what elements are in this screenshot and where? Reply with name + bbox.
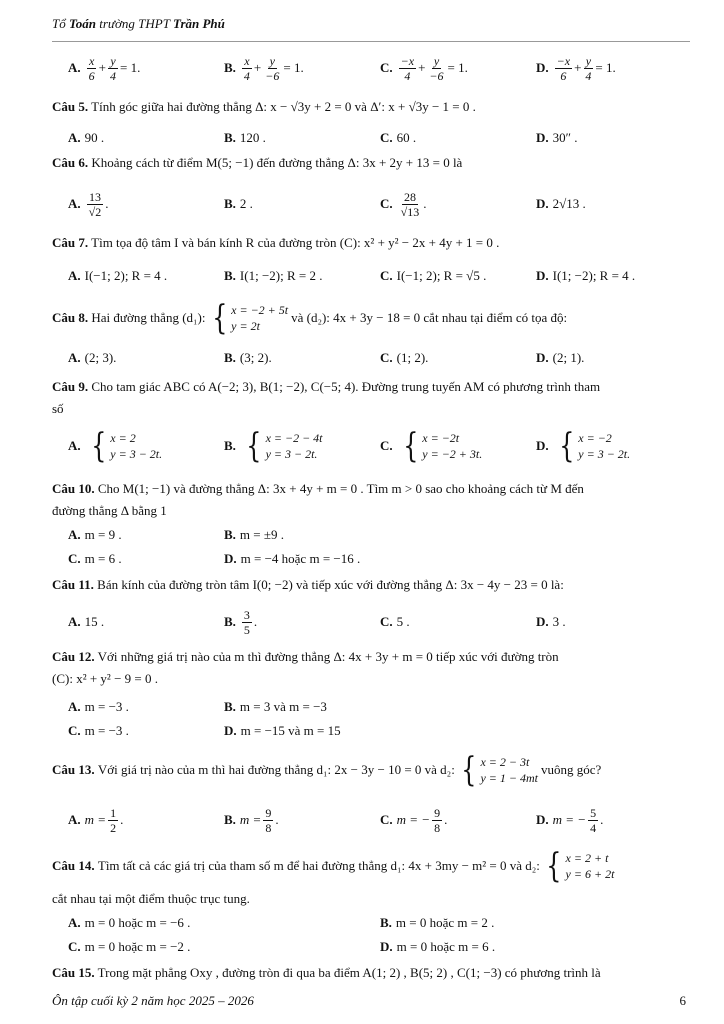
q8-option-b: B. (3; 2). — [224, 350, 272, 365]
q13-system: { x = 2 − 3t y = 1 − 4mt — [461, 750, 538, 790]
question-5: Câu 5. Tính góc giữa hai đường thẳng Δ: x − √3y + 2 = 0 và Δ′: x + √3y − 1 = 0 . — [52, 99, 476, 114]
question-11: Câu 11. Bán kính của đường tròn tâm I(0; −2) và tiếp xúc với đường thẳng Δ: 3x − 4y − 23 = 0 là: — [52, 577, 564, 592]
q6-option-b: B. 2 . — [224, 196, 253, 211]
question-15: Câu 15. Trong mặt phẳng Oxy , đường tròn đi qua ba điểm A(1; 2) , B(5; 2) , C(1; −3) có phương trình là — [52, 965, 601, 980]
q12-options-row2 — [52, 720, 690, 742]
q4-option-b: B. x 4 + $\frac{y}{-6}$ = 1. — [224, 53, 304, 83]
q14-option-a: A. m = 0 hoặc m = −6 . — [68, 915, 191, 930]
q10-option-d: D. m = −4 hoặc m = −16 . — [224, 551, 361, 566]
q12-option-a: A. m = −3 . — [68, 699, 129, 714]
q8-option-a: A. (2; 3). — [68, 350, 117, 365]
q9-options — [52, 424, 690, 468]
q11-options — [52, 602, 690, 642]
question-14: Câu 14. Tìm tất cả các giá trị của tham số m để hai đường thẳng d₁: 4x + 3my − m² = 0 và d₂: { x = 2 + t y = 6 + 2t — [52, 846, 615, 886]
q5-option-c: C. 60 . — [380, 130, 417, 145]
q10-option-c: C. m = 6 . — [68, 551, 122, 566]
q14-options-row2 — [52, 936, 690, 958]
question-12: Câu 12. Với những giá trị nào của m thì đường thẳng Δ: 4x + 3y + m = 0 tiếp xúc với đường tròn (C): x² + y² − 9 = 0 . — [52, 649, 559, 686]
q14-system: { x = 2 + t y = 6 + 2t — [546, 846, 615, 886]
q8-system: { x = −2 + 5t y = 2t — [211, 298, 289, 338]
question-14-cont: cắt nhau tại một điểm thuộc trục tung. — [52, 891, 250, 906]
q10-options-row1 — [52, 524, 690, 546]
q12-option-c: C. m = −3 . — [68, 723, 129, 738]
question-9: Câu 9. Cho tam giác ABC có A(−2; 3), B(1; −2), C(−5; 4). Đường trung tuyến AM có phương trình tham số — [52, 379, 601, 416]
q13-option-c: C. m = − $\frac{9}{8}$ . — [380, 805, 448, 835]
q7-options — [52, 262, 690, 290]
q14-option-c: C. m = 0 hoặc m = −2 . — [68, 939, 191, 954]
question-8: Câu 8. Hai đường thẳng (d₁): { x = −2 + 5t y = 2t và (d₂): 4x + 3y − 18 = 0 cắt nhau tại điểm có tọa độ: — [52, 298, 568, 338]
q7-option-c: C. I(−1; 2); R = √5 . — [380, 268, 487, 283]
q6-option-a: A. 13 √2 . — [68, 189, 109, 219]
q14-options-row1 — [52, 912, 690, 934]
q7-option-a: A. I(−1; 2); R = 4 . — [68, 268, 168, 283]
q9-option-d: D. { x = −2 y = 3 − 2t. — [536, 426, 631, 466]
header-divider — [52, 41, 690, 42]
page-footer: Ôn tập cuối kỳ 2 năm học 2025 – 2026 — [52, 993, 254, 1008]
q5-option-b: B. 120 . — [224, 130, 266, 145]
q4-option-a: A. x 6 + $\frac{y}{4}$ = 1. — [68, 53, 141, 83]
q6-option-d: D. 2√13 . — [536, 196, 586, 211]
q11-option-d: D. 3 . — [536, 614, 566, 629]
q4-options — [52, 54, 690, 82]
q12-option-d: D. m = −15 và m = 15 — [224, 723, 341, 738]
q8-options — [52, 344, 690, 372]
q7-option-d: D. I(1; −2); R = 4 . — [536, 268, 636, 283]
page-number: 6 — [679, 993, 686, 1008]
q14-option-b: B. m = 0 hoặc m = 2 . — [380, 915, 495, 930]
q13-option-d: D. m = − $\frac{5}{4}$ . — [536, 805, 604, 835]
q12-options-row1 — [52, 696, 690, 718]
q10-option-b: B. m = ±9 . — [224, 527, 284, 542]
q4-option-c: C. −x 4 + $\frac{y}{-6}$ = 1. — [380, 53, 468, 83]
page-header: Tổ Toán trường THPT Trần Phú — [52, 16, 225, 31]
q13-option-b: B. m = $\frac{9}{8}$ . — [224, 805, 279, 835]
q13-option-a: A. m = $\frac{1}{2}$ . — [68, 805, 124, 835]
q9-option-c: C. { x = −2t y = −2 + 3t. — [380, 426, 483, 466]
question-7: Câu 7. Tìm tọa độ tâm I và bán kính R của đường tròn (C): x² + y² − 2x + 4y + 1 = 0 . — [52, 235, 500, 250]
question-10: Câu 10. Cho M(1; −1) và đường thẳng Δ: 3x + 4y + m = 0 . Tìm m > 0 sao cho khoảng cách từ M đến đường thẳng Δ bằng 1 — [52, 481, 584, 518]
q6-option-c: C. 28 √13 . — [380, 189, 427, 219]
q11-option-a: A. 15 . — [68, 614, 105, 629]
q11-option-b: B. 3 5 . — [224, 607, 258, 637]
q5-options — [52, 124, 690, 152]
q13-options — [52, 800, 690, 840]
q7-option-b: B. I(1; −2); R = 2 . — [224, 268, 323, 283]
q11-option-c: C. 5 . — [380, 614, 410, 629]
question-13: Câu 13. Với giá trị nào của m thì hai đường thẳng d₁: 2x − 3y − 10 = 0 và d₂: { x = 2 − 3t y = 1 − 4mt vuông góc? — [52, 750, 602, 790]
q14-option-d: D. m = 0 hoặc m = 6 . — [380, 939, 496, 954]
question-6: Câu 6. Khoảng cách từ điểm M(5; −1) đến đường thẳng Δ: 3x + 2y + 13 = 0 là — [52, 155, 463, 170]
q10-options-row2 — [52, 548, 690, 570]
q9-option-b: B. { x = −2 − 4t y = 3 − 2t. — [224, 426, 323, 466]
q5-option-a: A. 90 . — [68, 130, 105, 145]
q8-option-d: D. (2; 1). — [536, 350, 585, 365]
q10-option-a: A. m = 9 . — [68, 527, 122, 542]
q5-option-d: D. 30″ . — [536, 130, 578, 145]
q4-option-d: D. −x 6 + $\frac{y}{4}$ = 1. — [536, 53, 616, 83]
q8-option-c: C. (1; 2). — [380, 350, 429, 365]
q12-option-b: B. m = 3 và m = −3 — [224, 699, 327, 714]
q6-options — [52, 182, 690, 226]
q9-option-a: A. { x = 2 y = 3 − 2t. — [68, 426, 163, 466]
